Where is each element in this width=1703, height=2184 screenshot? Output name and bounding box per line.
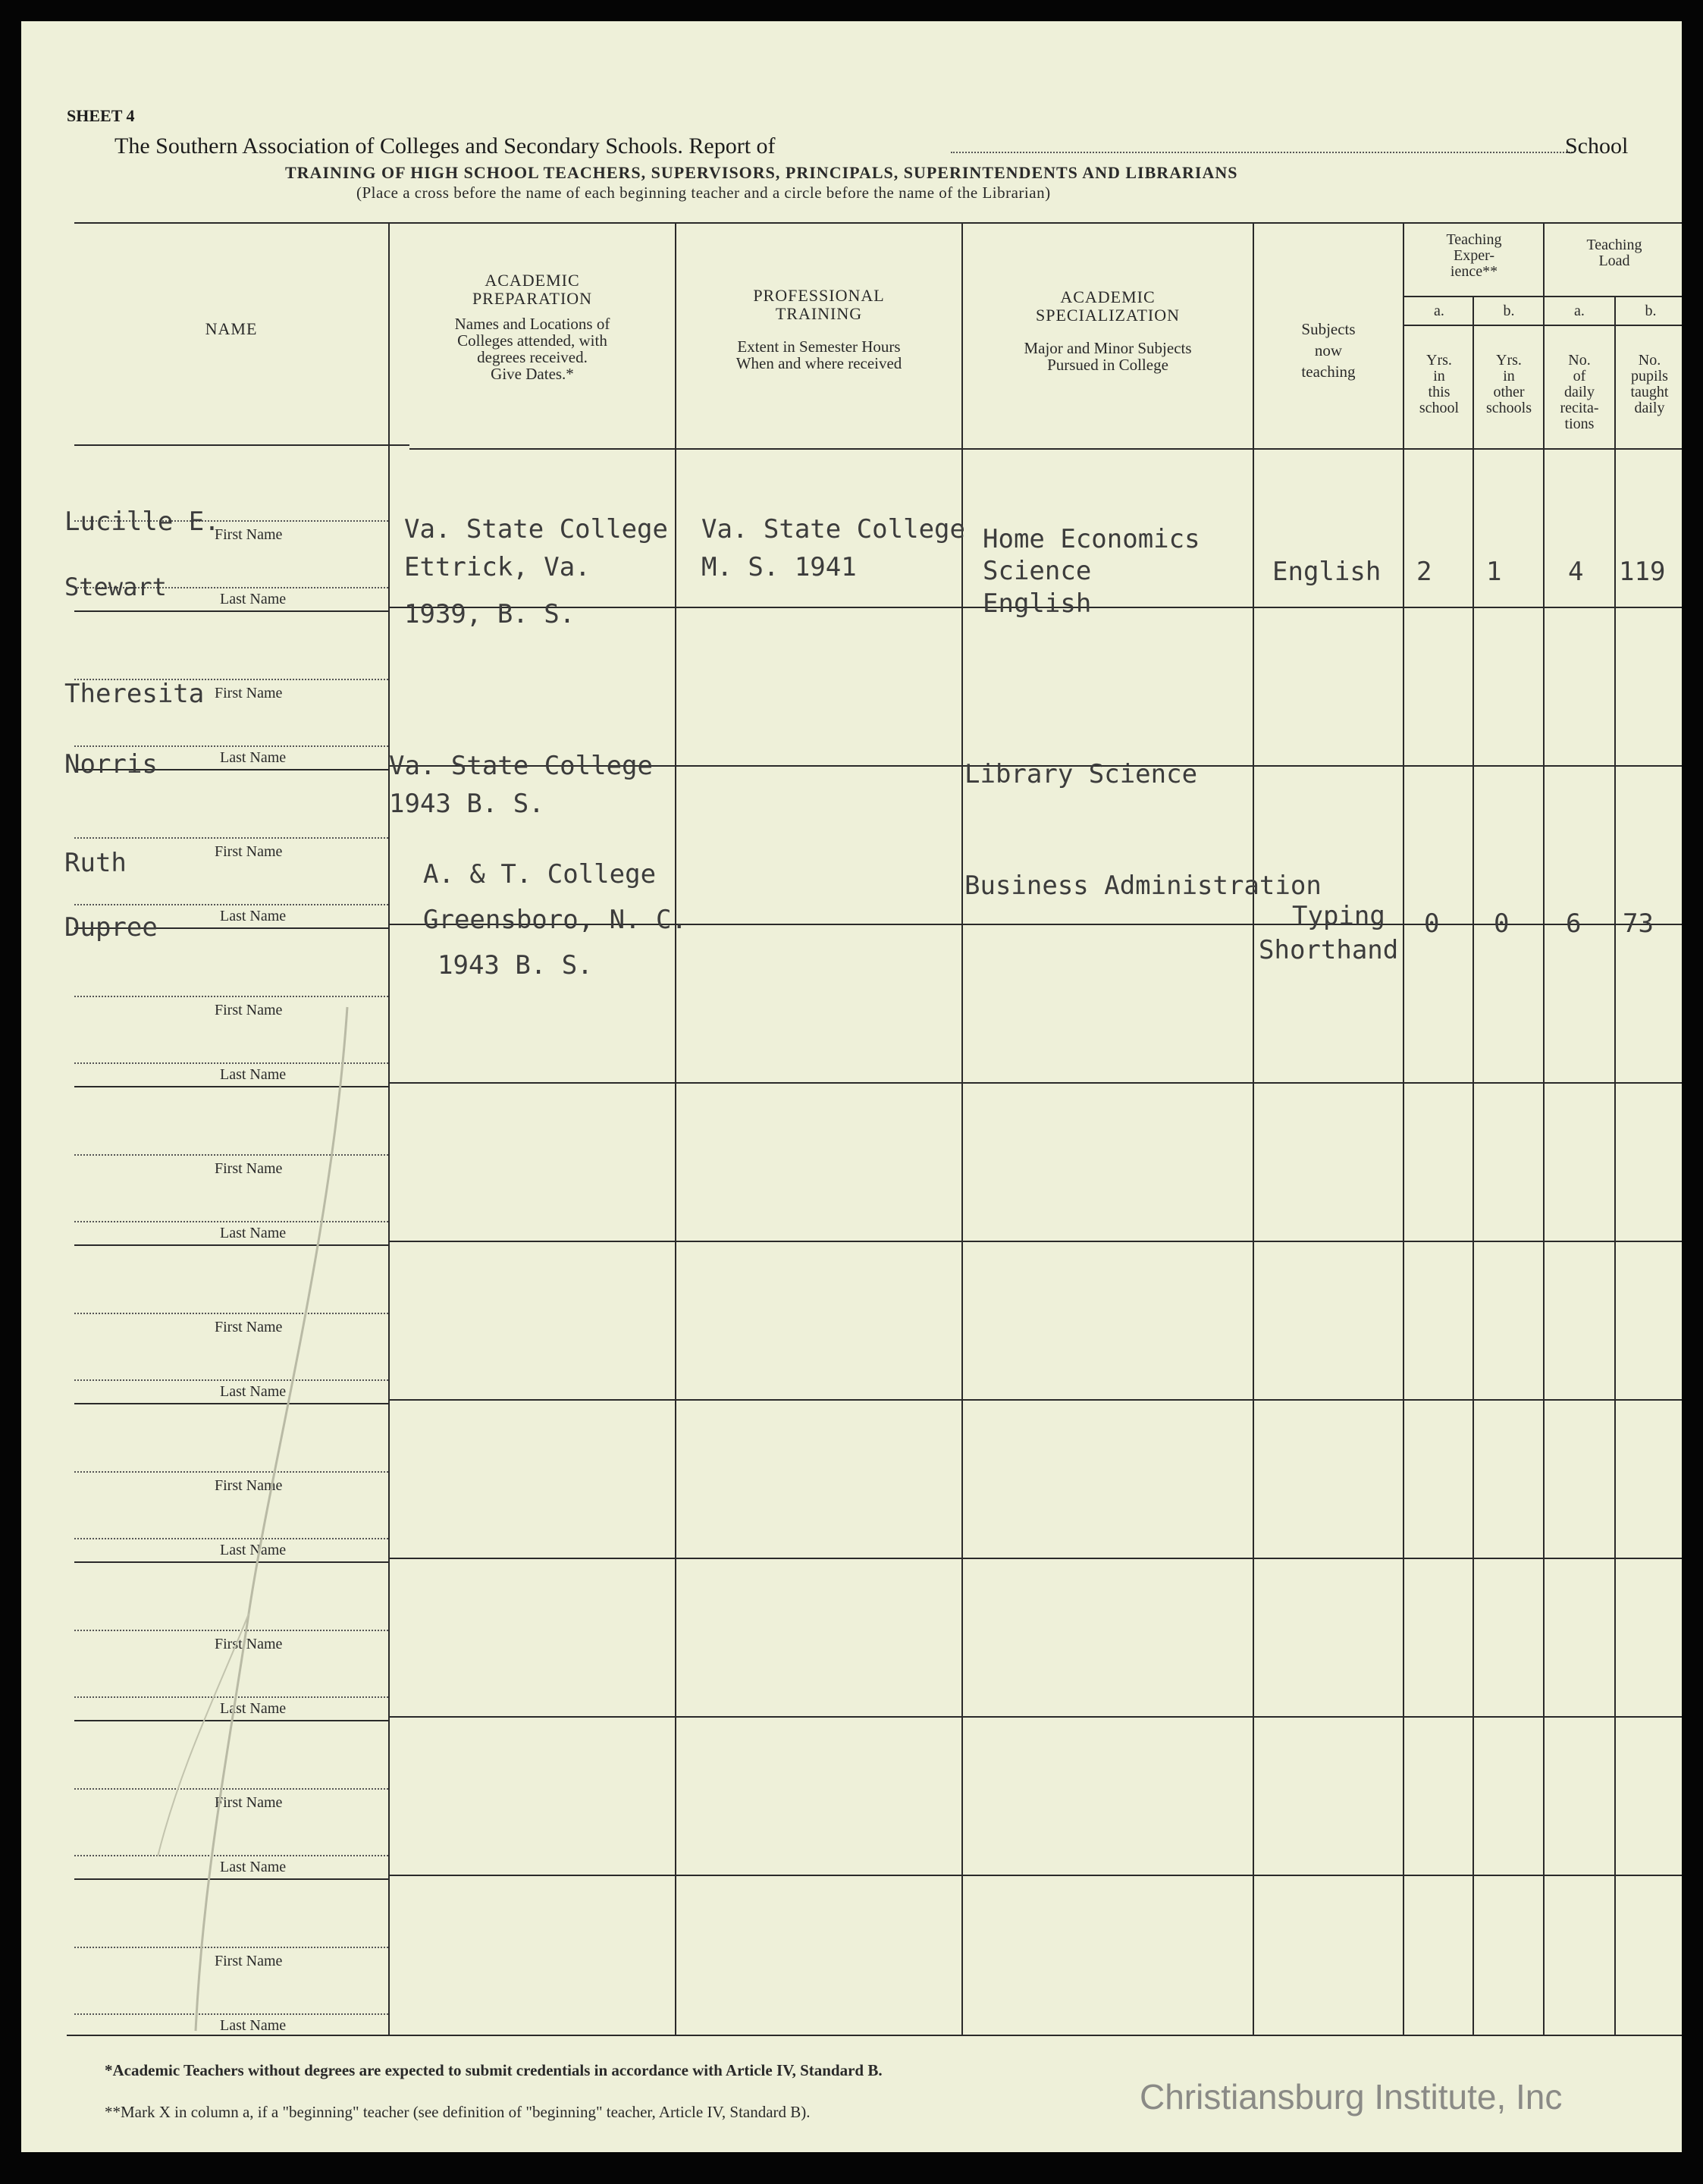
last-name-label: Last Name — [220, 1066, 287, 1083]
last-name-label: Last Name — [220, 2017, 287, 2034]
name-column-header: NAME — [205, 319, 258, 338]
subjects-header: Subjects now teaching — [1301, 320, 1356, 381]
entry-1-specialization-line-2: Science — [983, 556, 1092, 586]
entry-3-academic-line-2: Greensboro, N. C. — [423, 905, 687, 935]
entry-3-subject-2: Shorthand — [1259, 935, 1399, 965]
entry-2-academic-line-1: Va. State College — [389, 751, 653, 781]
first-name-label: First Name — [215, 843, 283, 860]
exp-b-desc: Yrs. in other schools — [1486, 352, 1532, 416]
experience-header: Teaching Exper- ience** — [1446, 231, 1502, 280]
entry-3-exp-b: 0 — [1494, 908, 1510, 939]
entry-1-professional-line-1: Va. State College — [701, 514, 965, 544]
entry-1-academic-line-1: Va. State College — [404, 514, 668, 544]
load-b-label: b. — [1645, 303, 1657, 319]
entry-2-first-name: Theresita — [64, 679, 205, 709]
last-name-label: Last Name — [220, 1383, 287, 1400]
entry-2-academic-line-2: 1943 B. S. — [389, 789, 544, 819]
paper-crack — [21, 21, 1682, 2152]
entry-1-specialization-line-1: Home Economics — [983, 524, 1200, 554]
exp-a-desc: Yrs. in this school — [1419, 352, 1460, 416]
entry-3-specialization: Business Administration — [964, 871, 1322, 901]
load-a-label: a. — [1574, 303, 1585, 319]
entry-3-academic-line-1: A. & T. College — [423, 859, 657, 890]
first-name-label: First Name — [215, 1794, 283, 1811]
first-name-label: First Name — [215, 1953, 283, 1969]
load-a-desc: No. of daily recita- tions — [1560, 352, 1599, 432]
first-name-label: First Name — [215, 1160, 283, 1177]
first-name-label: First Name — [215, 1477, 283, 1494]
entry-1-exp-a: 2 — [1416, 557, 1432, 587]
last-name-label: Last Name — [220, 908, 287, 924]
load-header: Teaching Load — [1586, 237, 1642, 269]
professional-caption: PROFESSIONAL TRAINING — [753, 286, 885, 323]
entry-1-exp-b: 1 — [1486, 557, 1502, 587]
last-name-label: Last Name — [220, 1859, 287, 1875]
entry-1-subject: English — [1272, 557, 1382, 587]
footnote-beginning-teacher: **Mark X in column a, if a "beginning" teacher (see definition of "beginning" teacher, Article IV, Standard B). — [105, 2103, 811, 2121]
entry-1-academic-line-2: Ettrick, Va. — [404, 552, 591, 582]
entry-3-exp-a: 0 — [1424, 908, 1440, 939]
academic-caption: ACADEMIC PREPARATION — [472, 271, 593, 308]
document-page — [21, 21, 1682, 2152]
entry-1-load-a: 4 — [1568, 557, 1584, 587]
entry-3-load-a: 6 — [1566, 908, 1582, 939]
entry-1-specialization-line-3: English — [983, 588, 1092, 619]
first-name-label: First Name — [215, 1002, 283, 1018]
entry-3-last-name: Dupree — [64, 912, 158, 943]
entry-2-specialization: Library Science — [964, 759, 1198, 789]
entry-1-last-name: Stewart — [64, 573, 167, 601]
academic-desc: Names and Locations of Colleges attended, with degrees received. Give Dates.* — [454, 315, 610, 383]
report-title: The Southern Association of Colleges and Secondary Schools. Report of — [114, 133, 776, 158]
first-name-label: First Name — [215, 685, 283, 701]
first-name-label: First Name — [215, 526, 283, 543]
entry-3-first-name: Ruth — [64, 848, 127, 878]
exp-b-label: b. — [1503, 303, 1515, 319]
sheet-number: SHEET 4 — [67, 106, 135, 125]
last-name-label: Last Name — [220, 1700, 287, 1717]
form-instruction: (Place a cross before the name of each beginning teacher and a circle before the name of the Librarian) — [356, 184, 1051, 202]
specialization-desc: Major and Minor Subjects Pursued in College — [1024, 339, 1192, 374]
entry-2-last-name: Norris — [64, 749, 158, 780]
entry-3-subject-1: Typing — [1292, 901, 1385, 931]
last-name-label: Last Name — [220, 749, 287, 766]
school-label: School — [1565, 133, 1629, 158]
entry-3-academic-line-3: 1943 B. S. — [438, 950, 593, 981]
entry-1-load-b: 119 — [1619, 557, 1666, 587]
last-name-label: Last Name — [220, 1542, 287, 1558]
entry-1-first-name: Lucille E. — [64, 507, 220, 537]
entry-1-professional-line-2: M. S. 1941 — [701, 552, 857, 582]
footnote-degrees: *Academic Teachers without degrees are expected to submit credentials in accordance with Article IV, Standard B. — [105, 2061, 883, 2079]
watermark: Christiansburg Institute, Inc — [1140, 2077, 1563, 2117]
entry-3-load-b: 73 — [1623, 908, 1654, 939]
last-name-label: Last Name — [220, 591, 287, 607]
form-subtitle: TRAINING OF HIGH SCHOOL TEACHERS, SUPERVISORS, PRINCIPALS, SUPERINTENDENTS AND LIBRARIANS — [285, 163, 1238, 182]
specialization-caption: ACADEMIC SPECIALIZATION — [1036, 287, 1180, 325]
load-b-desc: No. pupils taught daily — [1630, 353, 1669, 416]
first-name-label: First Name — [215, 1636, 283, 1652]
first-name-label: First Name — [215, 1319, 283, 1335]
last-name-label: Last Name — [220, 1225, 287, 1241]
entry-1-academic-line-3: 1939, B. S. — [404, 599, 576, 629]
professional-desc: Extent in Semester Hours When and where received — [735, 337, 902, 372]
exp-a-label: a. — [1434, 303, 1444, 319]
